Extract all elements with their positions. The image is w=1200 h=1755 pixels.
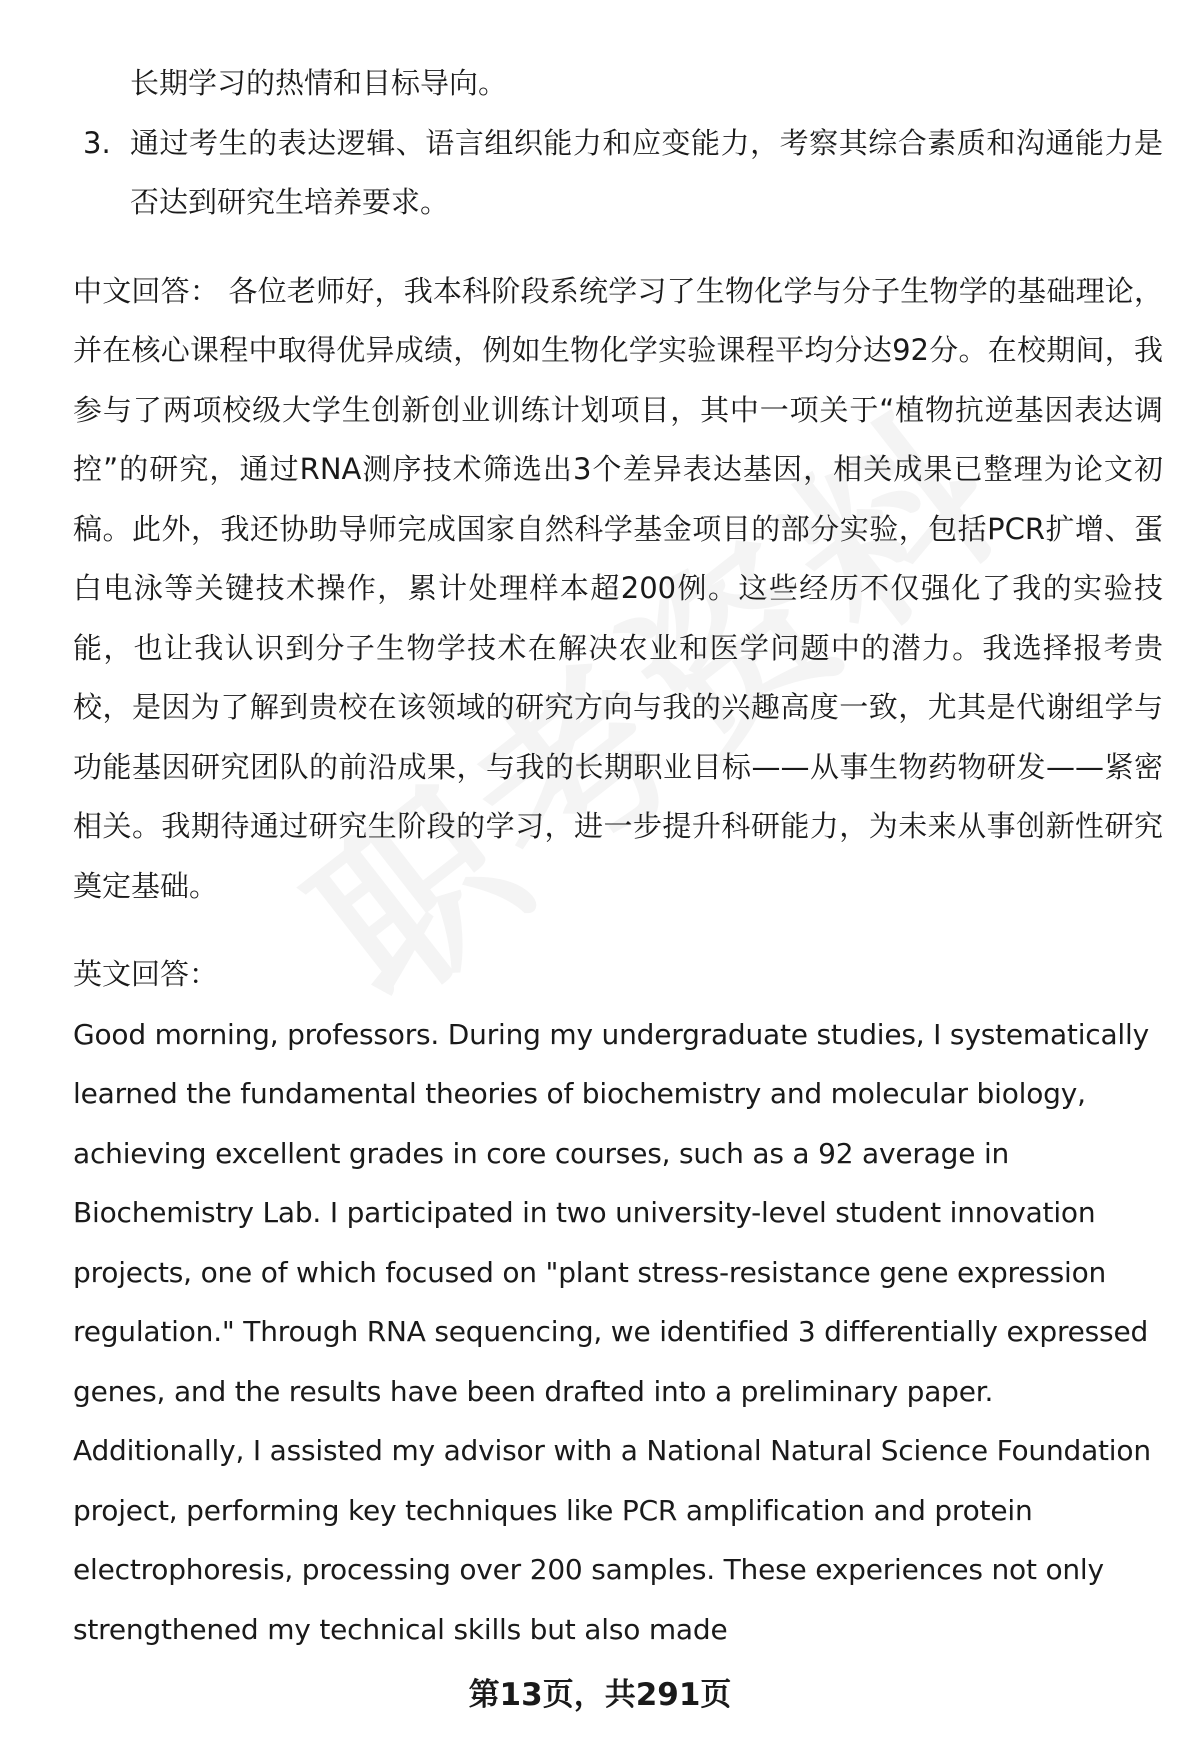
list-item-continuation: 长期学习的热情和目标导向。 <box>130 66 508 100</box>
chinese-answer-text: 各位老师好，我本科阶段系统学习了生物化学与分子生物学的基础理论，并在核心课程中取得优异成绩，例如生物化学实验课程平均分达92分。在校期间，我参与了两项校级大学生创新创业训练计划项目，其中一项关于“植物抗逆基因表达调控”的研究，通过RNA测序技术筛选出3个差异表达基因，相关成果已整理为论文初稿。此外，我还协助导师完成国家自然科学基金项目的部分实验，包括PCR扩增、蛋白电泳等关键技术操作，累计处理样本超200例。这些经历不仅强化了我的实验技能，也让我认识到分子生物学技术在解决农业和医学问题中的潜力。我选择报考贵校，是因为了解到贵校在该领域的研究方向与我的兴趣高度一致，尤其是代谢组学与功能基因研究团队的前沿成果，与我的长期职业目标——从事生物药物研发——紧密相关。我期待通过研究生阶段的学习，进一步提升科研能力，为未来从事创新性研究奠定基础。 <box>73 273 1163 903</box>
english-answer-label: 英文回答： <box>73 957 219 991</box>
english-answer-text: Good morning, professors. During my undergraduate studies, I systematically learned the fundamental theories of biochemistry and molecular biology, achieving excellent grades in core courses, such as a 92 average in Biochemistry Lab. I participated in two university-level student innovation projects, one of which focused on "plant stress-resistance gene expression regulation." Through RNA sequencing, we identified 3 differentially expressed genes, and the results have been drafted into a preliminary paper. Additionally, I assisted my advisor with a National Natural Science Foundation project, performing key techniques like PCR amplification and protein electrophoresis, processing over 200 samples. These experiences not only strengthened my technical skills but also made <box>73 1017 1151 1646</box>
list-item-number: 3. <box>83 125 111 160</box>
content-body <box>73 54 1163 1659</box>
chinese-answer-paragraph <box>73 262 1163 917</box>
chinese-answer-label: 中文回答： <box>73 273 220 308</box>
list-item-3 <box>73 114 1163 233</box>
list-item-text: 通过考生的表达逻辑、语言组织能力和应变能力，考察其综合素质和沟通能力是否达到研究生培养要求。 <box>130 125 1163 219</box>
page-footer: 第13页，共291页 <box>468 1677 732 1713</box>
